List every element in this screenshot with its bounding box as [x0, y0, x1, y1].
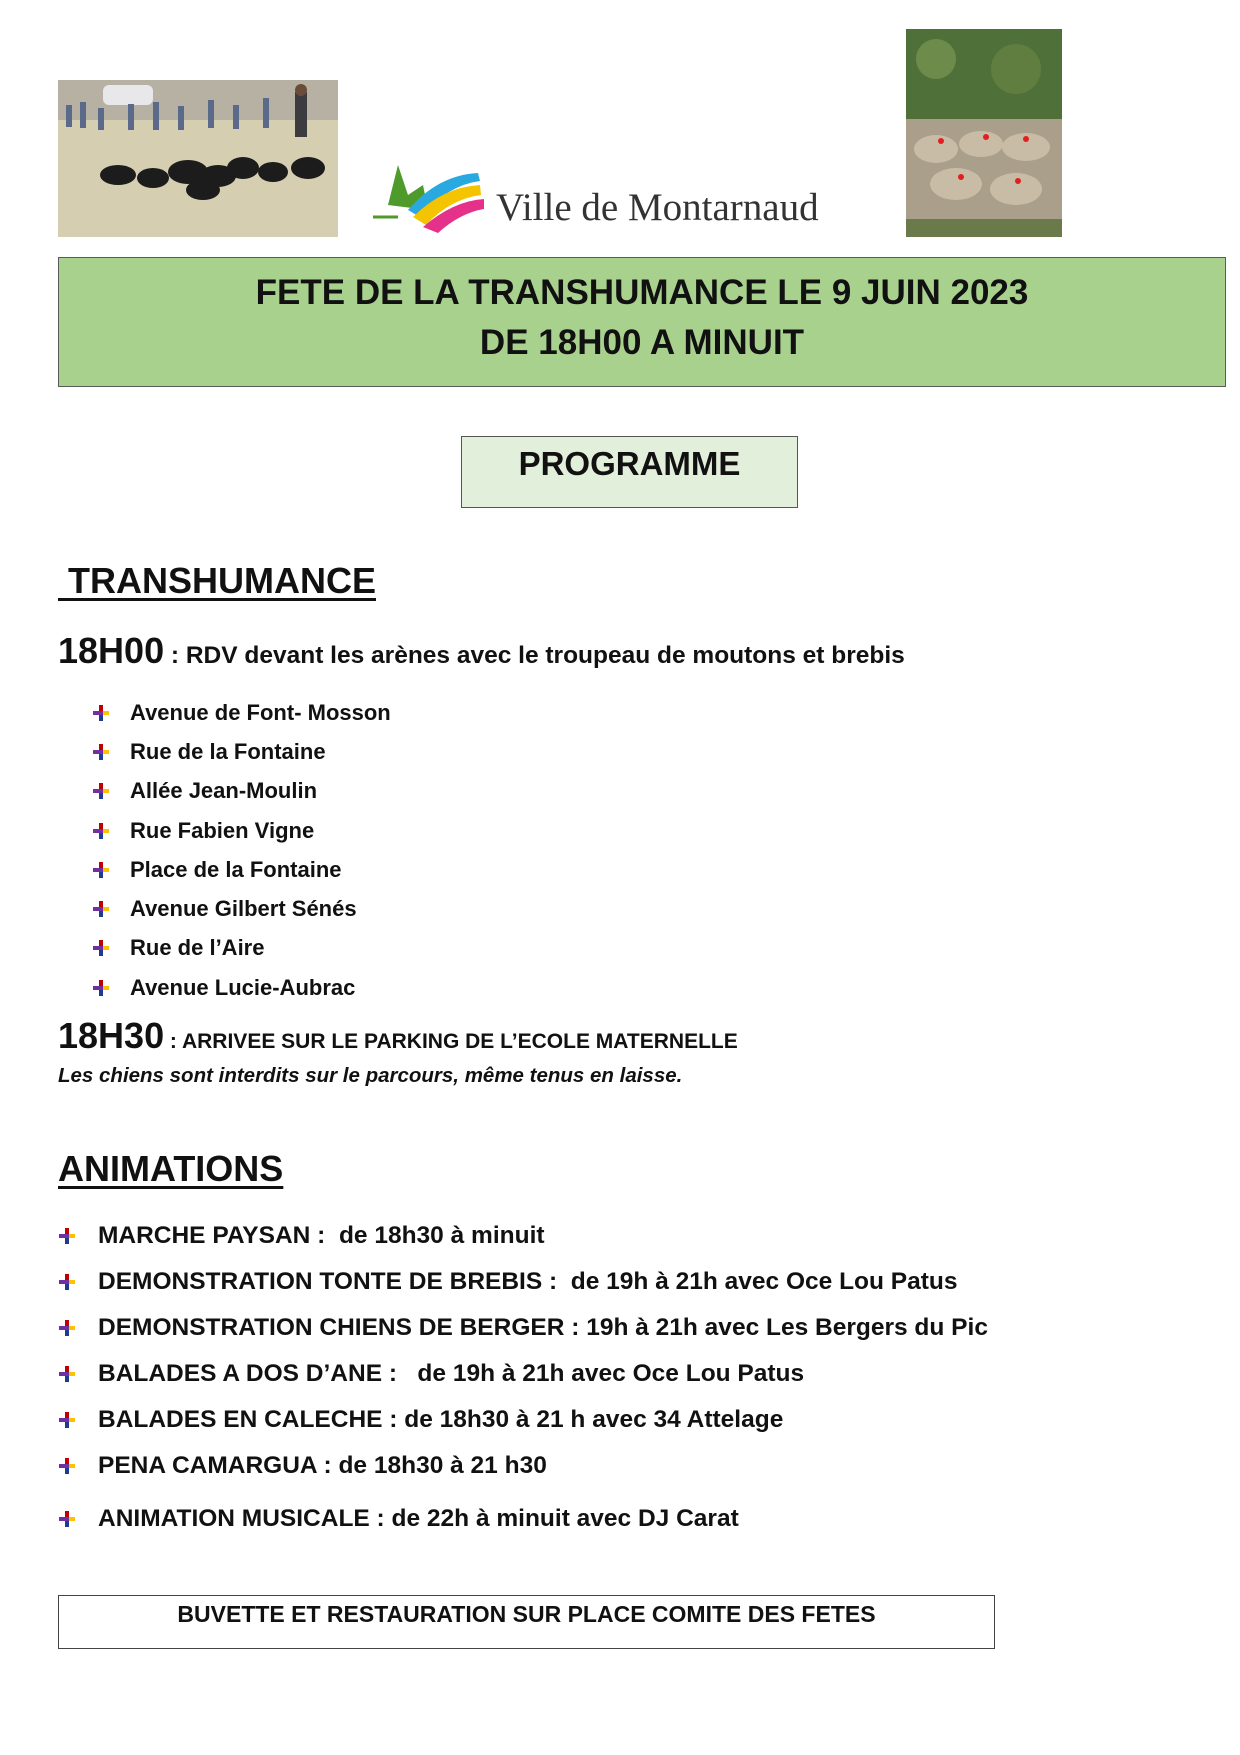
start-time: 18H00 — [58, 630, 165, 671]
bullet-icon — [58, 1365, 76, 1383]
animations-heading: ANIMATIONS — [58, 1148, 284, 1189]
start-line — [58, 630, 905, 672]
list-item: Rue de la Fontaine — [92, 732, 391, 771]
bullet-icon — [92, 822, 110, 840]
event-hours: DE 18H00 A MINUIT — [479, 323, 805, 362]
bullet-icon — [58, 1319, 76, 1337]
bullet-icon — [92, 900, 110, 918]
logo-mark-icon — [368, 155, 486, 235]
sheep-closeup-photo — [906, 29, 1062, 237]
arrival-description: : ARRIVEE SUR LE PARKING DE L’ECOLE MATERNELLE — [164, 1030, 738, 1053]
programme-heading: PROGRAMME — [461, 436, 798, 508]
bullet-icon — [92, 782, 110, 800]
city-logo — [368, 155, 878, 235]
bullet-icon — [92, 704, 110, 722]
sheep-flock-photo — [58, 80, 338, 237]
bullet-icon — [92, 861, 110, 879]
transhumance-heading: TRANSHUMANCE — [68, 560, 377, 601]
bullet-icon — [58, 1457, 76, 1475]
event-title-banner — [58, 257, 1226, 387]
logo-text: Ville de Montarnaud — [496, 186, 819, 229]
list-item: Avenue Lucie-Aubrac — [92, 968, 391, 1007]
arrival-time: 18H30 — [58, 1015, 165, 1056]
start-description: : RDV devant les arènes avec le troupeau de moutons et brebis — [164, 642, 905, 669]
list-item: BALADES EN CALECHE : de 18h30 à 21 h avec 34 Attelage — [58, 1397, 988, 1443]
list-item: PENA CAMARGUA : de 18h30 à 21 h30 — [58, 1443, 988, 1489]
list-item: BALADES A DOS D’ANE : de 19h à 21h avec Oce Lou Patus — [58, 1351, 988, 1397]
bullet-icon — [92, 939, 110, 957]
list-item: DEMONSTRATION TONTE DE BREBIS : de 19h à 21h avec Oce Lou Patus — [58, 1259, 988, 1305]
animations-list — [58, 1213, 988, 1542]
list-item: Allée Jean-Moulin — [92, 772, 391, 811]
bullet-icon — [58, 1411, 76, 1429]
refreshments-box: BUVETTE ET RESTAURATION SUR PLACE COMITE DES FETES — [58, 1595, 995, 1649]
bullet-icon — [58, 1273, 76, 1291]
list-item: MARCHE PAYSAN : de 18h30 à minuit — [58, 1213, 988, 1259]
event-title: FETE DE LA TRANSHUMANCE LE 9 JUIN 2023 — [255, 273, 1029, 312]
bullet-icon — [58, 1227, 76, 1245]
arrival-line — [58, 1015, 738, 1057]
list-item: Avenue de Font- Mosson — [92, 693, 391, 732]
route-list — [92, 693, 391, 1007]
list-item: Place de la Fontaine — [92, 850, 391, 889]
bullet-icon — [92, 743, 110, 761]
list-item: ANIMATION MUSICALE : de 22h à minuit avec DJ Carat — [58, 1496, 988, 1542]
bullet-icon — [92, 979, 110, 997]
bullet-icon — [58, 1510, 76, 1528]
list-item: Avenue Gilbert Sénés — [92, 889, 391, 928]
list-item: Rue Fabien Vigne — [92, 811, 391, 850]
list-item: Rue de l’Aire — [92, 929, 391, 968]
dog-note: Les chiens sont interdits sur le parcours, même tenus en laisse. — [58, 1064, 683, 1087]
list-item: DEMONSTRATION CHIENS DE BERGER : 19h à 21h avec Les Bergers du Pic — [58, 1305, 988, 1351]
